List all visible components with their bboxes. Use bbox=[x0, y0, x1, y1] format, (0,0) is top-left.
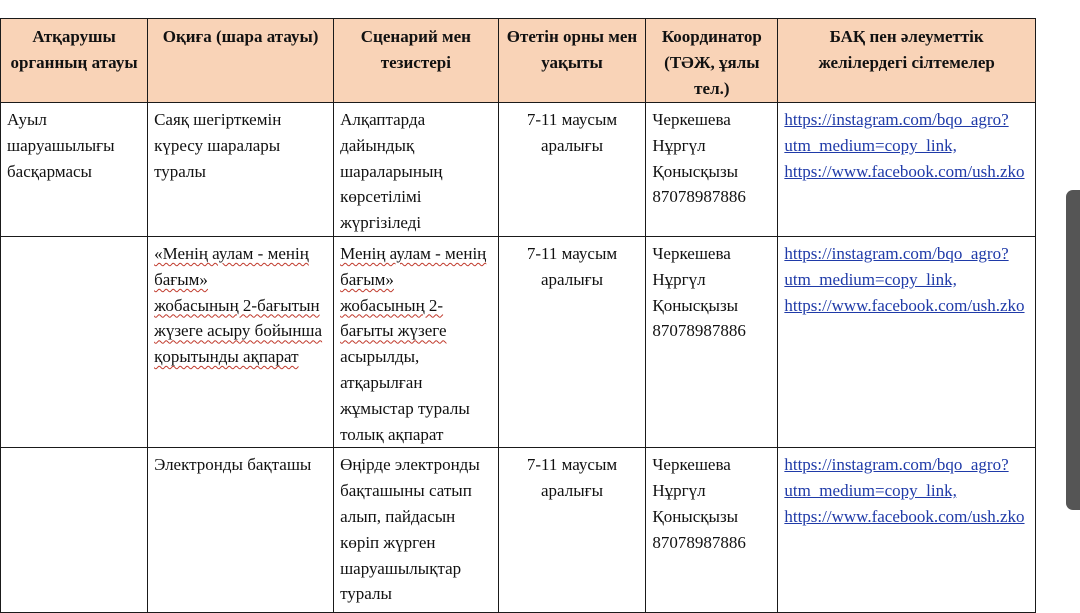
table-row bbox=[0, 103, 1036, 237]
table-row bbox=[0, 236, 1036, 447]
cell-coordinator: Черкешева Нұргүл Қонысқызы 87078987886 bbox=[646, 236, 778, 447]
table-row bbox=[0, 448, 1036, 613]
events-table bbox=[0, 18, 1036, 613]
cell-event: Электронды бақташы bbox=[148, 448, 334, 613]
header-links: БАҚ пен әлеуметтік желілердегі сілтемелер bbox=[778, 19, 1036, 103]
cell-scenario: Өңірде электронды бақташыны сатып алып, пайдасын көріп жүрген шаруашылықтар туралы bbox=[334, 448, 499, 613]
instagram-link[interactable]: https://instagram.com/bqo_agro? bbox=[784, 243, 1009, 263]
instagram-link-param[interactable]: utm_medium=copy_link, bbox=[784, 135, 957, 155]
cell-place: 7-11 маусым аралығы bbox=[498, 103, 646, 237]
instagram-link-param[interactable]: utm_medium=copy_link, bbox=[784, 481, 957, 501]
cell-links bbox=[778, 103, 1036, 237]
cell-place: 7-11 маусым аралығы bbox=[498, 236, 646, 447]
cell-agency: Ауыл шаруашылығы басқармасы bbox=[1, 103, 148, 237]
cell-links bbox=[778, 236, 1036, 447]
cell-links bbox=[778, 448, 1036, 613]
header-row bbox=[0, 19, 1036, 103]
header-place: Өтетін орны мен уақыты bbox=[498, 19, 646, 103]
facebook-link[interactable]: https://www.facebook.com/ush.zko bbox=[784, 506, 1025, 526]
header-agency: Атқарушы органның атауы bbox=[1, 19, 148, 103]
vertical-scrollbar[interactable] bbox=[1066, 190, 1080, 510]
cell-scenario: Менің аулам - менің бағым» жобасының 2- бағыты жүзеге асырылды, атқарылған жұмыстар туралы толық ақпарат bbox=[334, 236, 499, 447]
cell-agency bbox=[1, 236, 148, 447]
cell-event: Саяқ шегірткемін күресу шаралары туралы bbox=[148, 103, 334, 237]
cell-place: 7-11 маусым аралығы bbox=[498, 448, 646, 613]
facebook-link[interactable]: https://www.facebook.com/ush.zko bbox=[784, 295, 1025, 315]
instagram-link[interactable]: https://instagram.com/bqo_agro? bbox=[784, 110, 1009, 129]
instagram-link-param[interactable]: utm_medium=copy_link, bbox=[784, 269, 957, 289]
cell-scenario: Алқаптарда дайындық шараларының көрсетілімі жүргізіледі bbox=[334, 103, 499, 237]
cell-agency bbox=[1, 448, 148, 613]
cell-event: «Менің аулам - менің бағым» жобасының 2-бағытын жүзеге асыру бойынша қорытынды ақпарат bbox=[148, 236, 334, 447]
header-event: Оқиға (шара атауы) bbox=[148, 19, 334, 103]
instagram-link[interactable]: https://instagram.com/bqo_agro? bbox=[784, 455, 1009, 475]
cell-coordinator: Черкешева Нұргүл Қонысқызы 87078987886 bbox=[646, 448, 778, 613]
header-coordinator: Координатор (ТӘЖ, ұялы тел.) bbox=[646, 19, 778, 103]
header-scenario: Сценарий мен тезистері bbox=[334, 19, 499, 103]
facebook-link[interactable]: https://www.facebook.com/ush.zko bbox=[784, 161, 1025, 181]
cell-coordinator: Черкешева Нұргүл Қонысқызы 87078987886 bbox=[646, 103, 778, 237]
